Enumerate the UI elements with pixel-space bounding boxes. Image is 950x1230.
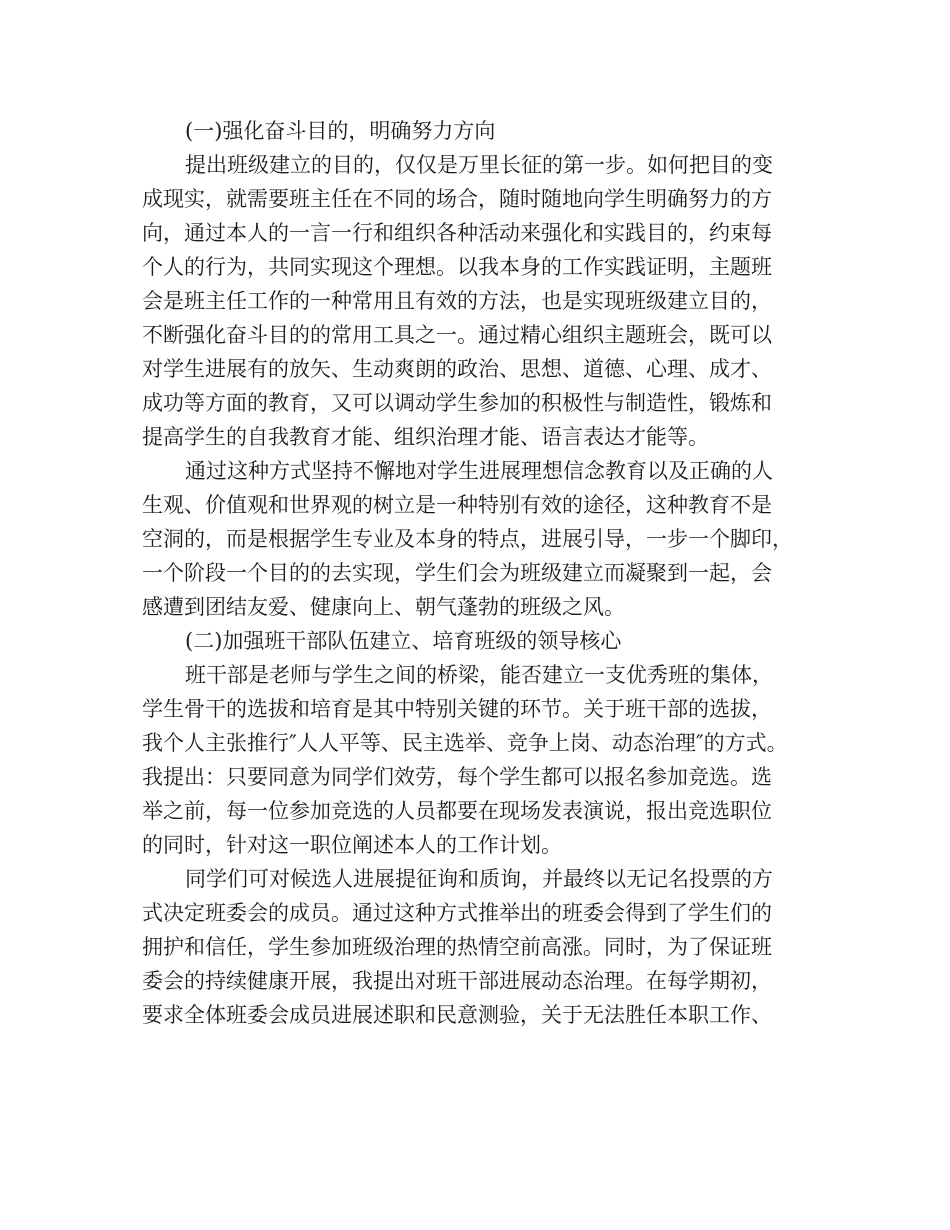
paragraph-line: 空洞的，而是根据学生专业及本身的特点，进展引导，一步一个脚印，	[142, 527, 793, 551]
paragraph-line: 拥护和信任，学生参加班级治理的热情空前高涨。同时，为了保证班	[142, 935, 772, 959]
paragraph-line: 成现实，就需要班主任在不同的场合，随时随地向学生明确努力的方	[142, 187, 772, 211]
paragraph-first-line: (二)加强班干部队伍建立、培育班级的领导核心	[185, 629, 622, 653]
paragraph-line: 举之前，每一位参加竞选的人员都要在现场发表演说，报出竞选职位	[142, 799, 772, 823]
paragraph-line: 不断强化奋斗目的的常用工具之一。通过精心组织主题班会，既可以	[142, 323, 772, 347]
paragraph-line: 一个阶段一个目的的去实现，学生们会为班级建立而凝聚到一起，会	[142, 561, 772, 585]
document-body	[142, 114, 810, 1032]
paragraph-line: 对学生进展有的放矢、生动爽朗的政治、思想、道德、心理、成才、	[142, 357, 772, 381]
paragraph-line: 提高学生的自我教育才能、组织治理才能、语言表达才能等。	[142, 425, 709, 449]
paragraph-first-line: (一)强化奋斗目的，明确努力方向	[185, 119, 496, 143]
paragraph-first-line: 班干部是老师与学生之间的桥梁，能否建立一支优秀班的集体，	[185, 663, 773, 687]
paragraph-line: 向，通过本人的一言一行和组织各种活动来强化和实践目的，约束每	[142, 221, 772, 245]
paragraph-line: 感遭到团结友爱、健康向上、朝气蓬勃的班级之风。	[142, 595, 625, 619]
paragraph-line: 的同时，针对这一职位阐述本人的工作计划。	[142, 833, 562, 857]
paragraph-line: 个人的行为，共同实现这个理想。以我本身的工作实践证明，主题班	[142, 255, 772, 279]
paragraph-line: 要求全体班委会成员进展述职和民意测验，关于无法胜任本职工作、	[142, 1003, 772, 1027]
paragraph-line: 学生骨干的选拔和培育是其中特别关键的环节。关于班干部的选拔，	[142, 697, 772, 721]
paragraph-line: 会是班主任工作的一种常用且有效的方法，也是实现班级建立目的，	[142, 289, 772, 313]
paragraph-line: 我个人主张推行″人人平等、民主选举、竞争上岗、动态治理″的方式。	[142, 731, 788, 755]
paragraph-line: 我提出：只要同意为同学们效劳，每个学生都可以报名参加竞选。选	[142, 765, 772, 789]
paragraph-line: 委会的持续健康开展，我提出对班干部进展动态治理。在每学期初，	[142, 969, 772, 993]
paragraph-first-line: 同学们可对候选人进展提征询和质询，并最终以无记名投票的方	[185, 867, 773, 891]
paragraph-line: 式决定班委会的成员。通过这种方式推举出的班委会得到了学生们的	[142, 901, 772, 925]
paragraph-first-line: 通过这种方式坚持不懈地对学生进展理想信念教育以及正确的人	[185, 459, 773, 483]
paragraph-line: 成功等方面的教育，又可以调动学生参加的积极性与制造性，锻炼和	[142, 391, 772, 415]
paragraph-first-line: 提出班级建立的目的，仅仅是万里长征的第一步。如何把目的变	[185, 153, 773, 177]
paragraph-line: 生观、价值观和世界观的树立是一种特别有效的途径，这种教育不是	[142, 493, 772, 517]
